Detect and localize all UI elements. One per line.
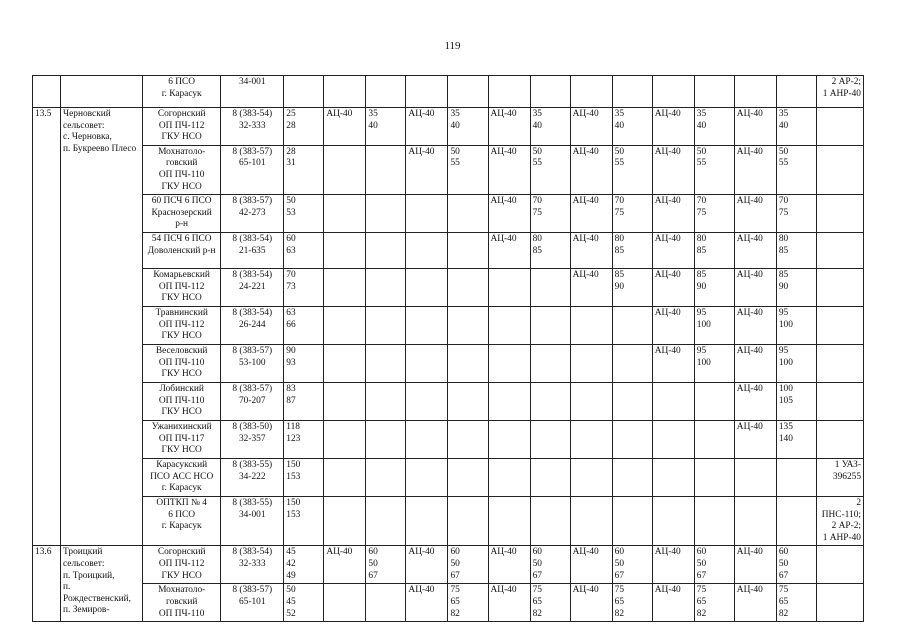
arrival-time: 70 75: [776, 195, 816, 233]
arrival-time: 60 50 67: [448, 546, 488, 584]
arrival-time: [612, 420, 652, 458]
arrival-time: [530, 420, 570, 458]
arrival-time: [694, 382, 734, 420]
arrival-time: [366, 496, 406, 545]
equipment-type: [406, 232, 448, 268]
arrival-time: [694, 496, 734, 545]
arrival-time: [366, 232, 406, 268]
additional-equipment: [816, 344, 863, 382]
arrival-time: 50 55: [530, 145, 570, 194]
equipment-type: [652, 496, 694, 545]
arrival-time: [776, 496, 816, 545]
equipment-type: АЦ-40: [652, 145, 694, 194]
arrival-time: [694, 76, 734, 108]
equipment-type: [488, 420, 530, 458]
arrival-time: [612, 496, 652, 545]
phone-number: 8 (383-57) 53-100: [221, 344, 284, 382]
equipment-type: [570, 76, 612, 108]
phone-number: 8 (383-57) 65-101: [221, 584, 284, 622]
equipment-type: [570, 306, 612, 344]
fire-unit-name: Мохнатоло- говский ОП ПЧ-110: [143, 584, 221, 622]
page-number: 119: [444, 40, 461, 52]
arrival-time: [448, 232, 488, 268]
arrival-time: 60 50 67: [530, 546, 570, 584]
equipment-type: [652, 76, 694, 108]
equipment-type: [406, 420, 448, 458]
equipment-type: АЦ-40: [734, 382, 776, 420]
arrival-time: 100 105: [776, 382, 816, 420]
equipment-type: АЦ-40: [570, 546, 612, 584]
arrival-time: [366, 306, 406, 344]
equipment-type: АЦ-40: [734, 108, 776, 146]
arrival-time: [448, 458, 488, 496]
arrival-time: [366, 458, 406, 496]
arrival-time: 75 65 82: [612, 584, 652, 622]
arrival-time: 60 50 67: [612, 546, 652, 584]
distance-value: 150 153: [284, 458, 324, 496]
settlement-name: [61, 76, 143, 108]
arrival-time: 70 75: [694, 195, 734, 233]
table-row: [33, 76, 864, 108]
table-row: [33, 108, 864, 146]
arrival-time: [612, 306, 652, 344]
arrival-time: 35 40: [366, 108, 406, 146]
equipment-type: [324, 145, 366, 194]
arrival-time: [366, 145, 406, 194]
equipment-type: АЦ-40: [652, 195, 694, 233]
equipment-type: [488, 382, 530, 420]
arrival-time: 35 40: [530, 108, 570, 146]
arrival-time: [612, 344, 652, 382]
arrival-time: [448, 306, 488, 344]
equipment-type: АЦ-40: [488, 108, 530, 146]
arrival-time: [366, 195, 406, 233]
equipment-type: [324, 195, 366, 233]
additional-equipment: [816, 108, 863, 146]
fire-unit-name: Травнинский ОП ПЧ-112 ГКУ НСО: [143, 306, 221, 344]
arrival-time: 80 85: [694, 232, 734, 268]
arrival-time: 135 140: [776, 420, 816, 458]
additional-equipment: [816, 306, 863, 344]
phone-number: 8 (383-57) 42-273: [221, 195, 284, 233]
arrival-time: [612, 458, 652, 496]
equipment-type: АЦ-40: [570, 195, 612, 233]
arrival-time: 35 40: [612, 108, 652, 146]
distance-value: 83 87: [284, 382, 324, 420]
equipment-type: [324, 584, 366, 622]
equipment-type: АЦ-40: [652, 584, 694, 622]
fire-forces-table: [32, 75, 864, 622]
fire-unit-name: Комарьевский ОП ПЧ-112 ГКУ НСО: [143, 268, 221, 306]
equipment-type: АЦ-40: [734, 232, 776, 268]
distance-value: 25 28: [284, 108, 324, 146]
settlement-name: Черновский сельсовет: с. Черновка, п. Букреево Плесо: [61, 108, 143, 546]
arrival-time: [448, 268, 488, 306]
additional-equipment: 2 ПНС-110; 2 АР-2; 1 АНР-40: [816, 496, 863, 545]
table-row: [33, 232, 864, 268]
arrival-time: 50 55: [776, 145, 816, 194]
fire-unit-name: Мохнатоло- говский ОП ПЧ-110 ГКУ НСО: [143, 145, 221, 194]
arrival-time: [366, 382, 406, 420]
equipment-type: АЦ-40: [734, 344, 776, 382]
equipment-type: АЦ-40: [406, 108, 448, 146]
fire-unit-name: 60 ПСЧ 6 ПСО Краснозерский р-н: [143, 195, 221, 233]
equipment-type: АЦ-40: [488, 195, 530, 233]
arrival-time: [366, 584, 406, 622]
fire-unit-name: ОПТКП № 4 6 ПСО г. Карасук: [143, 496, 221, 545]
table-row: [33, 268, 864, 306]
block-number: 13.6: [33, 546, 61, 622]
additional-equipment: [816, 382, 863, 420]
equipment-type: АЦ-40: [324, 546, 366, 584]
fire-unit-name: 6 ПСО г. Карасук: [143, 76, 221, 108]
distance-value: 50 53: [284, 195, 324, 233]
equipment-type: [406, 76, 448, 108]
fire-unit-name: Согорнский ОП ПЧ-112 ГКУ НСО: [143, 108, 221, 146]
equipment-type: [488, 306, 530, 344]
equipment-type: АЦ-40: [406, 584, 448, 622]
equipment-type: [652, 382, 694, 420]
equipment-type: АЦ-40: [406, 145, 448, 194]
distance-value: [284, 76, 324, 108]
phone-number: 8 (383-54) 26-244: [221, 306, 284, 344]
additional-equipment: [816, 145, 863, 194]
arrival-time: [694, 458, 734, 496]
phone-number: 8 (383-57) 65-101: [221, 145, 284, 194]
arrival-time: 50 55: [448, 145, 488, 194]
arrival-time: [694, 420, 734, 458]
equipment-type: [406, 268, 448, 306]
arrival-time: 60 50 67: [694, 546, 734, 584]
arrival-time: 85 90: [612, 268, 652, 306]
phone-number: 8 (383-55) 34-222: [221, 458, 284, 496]
equipment-type: АЦ-40: [652, 108, 694, 146]
arrival-time: 75 65 82: [776, 584, 816, 622]
distance-value: 45 42 49: [284, 546, 324, 584]
arrival-time: [530, 496, 570, 545]
additional-equipment: [816, 584, 863, 622]
equipment-type: АЦ-40: [652, 344, 694, 382]
arrival-time: 80 85: [776, 232, 816, 268]
arrival-time: 60 50 67: [776, 546, 816, 584]
equipment-type: [652, 420, 694, 458]
equipment-type: АЦ-40: [734, 145, 776, 194]
equipment-type: [324, 76, 366, 108]
arrival-time: [776, 458, 816, 496]
equipment-type: АЦ-40: [734, 546, 776, 584]
equipment-type: АЦ-40: [734, 584, 776, 622]
equipment-type: АЦ-40: [570, 108, 612, 146]
equipment-type: АЦ-40: [652, 268, 694, 306]
equipment-type: [570, 382, 612, 420]
arrival-time: [612, 76, 652, 108]
arrival-time: [366, 268, 406, 306]
equipment-type: АЦ-40: [734, 268, 776, 306]
phone-number: 8 (383-54) 32-333: [221, 108, 284, 146]
additional-equipment: [816, 195, 863, 233]
table-row: [33, 382, 864, 420]
arrival-time: [448, 76, 488, 108]
arrival-time: 85 90: [776, 268, 816, 306]
table-row: [33, 496, 864, 545]
arrival-time: [612, 382, 652, 420]
additional-equipment: 1 УАЗ- 396255: [816, 458, 863, 496]
equipment-type: АЦ-40: [570, 584, 612, 622]
phone-number: 8 (383-50) 32-357: [221, 420, 284, 458]
equipment-type: АЦ-40: [488, 232, 530, 268]
distance-value: 70 73: [284, 268, 324, 306]
equipment-type: АЦ-40: [488, 546, 530, 584]
arrival-time: 60 50 67: [366, 546, 406, 584]
equipment-type: [488, 76, 530, 108]
equipment-type: АЦ-40: [652, 546, 694, 584]
table-row: [33, 458, 864, 496]
additional-equipment: [816, 546, 863, 584]
equipment-type: [570, 458, 612, 496]
equipment-type: [406, 344, 448, 382]
arrival-time: [366, 76, 406, 108]
phone-number: 8 (383-54) 32-333: [221, 546, 284, 584]
equipment-type: [324, 496, 366, 545]
arrival-time: 95 100: [776, 306, 816, 344]
fire-unit-name: Карасукский ПСО АСС НСО г. Карасук: [143, 458, 221, 496]
arrival-time: [366, 344, 406, 382]
fire-unit-name: Веселовский ОП ПЧ-110 ГКУ НСО: [143, 344, 221, 382]
additional-equipment: [816, 232, 863, 268]
fire-unit-name: Согорнский ОП ПЧ-112 ГКУ НСО: [143, 546, 221, 584]
arrival-time: [530, 76, 570, 108]
arrival-time: 50 55: [612, 145, 652, 194]
equipment-type: [406, 306, 448, 344]
equipment-type: [570, 420, 612, 458]
equipment-type: [488, 458, 530, 496]
arrival-time: 95 100: [694, 306, 734, 344]
arrival-time: [448, 420, 488, 458]
arrival-time: 95 100: [776, 344, 816, 382]
equipment-type: АЦ-40: [652, 306, 694, 344]
arrival-time: [448, 344, 488, 382]
arrival-time: [530, 306, 570, 344]
arrival-time: 35 40: [776, 108, 816, 146]
additional-equipment: 2 АР-2; 1 АНР-40: [816, 76, 863, 108]
arrival-time: 70 75: [612, 195, 652, 233]
table-row: [33, 145, 864, 194]
equipment-type: [324, 420, 366, 458]
arrival-time: 95 100: [694, 344, 734, 382]
block-number: [33, 76, 61, 108]
equipment-type: АЦ-40: [734, 306, 776, 344]
arrival-time: 85 90: [694, 268, 734, 306]
arrival-time: [776, 76, 816, 108]
equipment-type: [488, 344, 530, 382]
equipment-type: АЦ-40: [406, 546, 448, 584]
equipment-type: АЦ-40: [488, 145, 530, 194]
arrival-time: [448, 382, 488, 420]
distance-value: 150 153: [284, 496, 324, 545]
equipment-type: АЦ-40: [734, 420, 776, 458]
arrival-time: [448, 195, 488, 233]
table-row: [33, 195, 864, 233]
equipment-type: АЦ-40: [570, 232, 612, 268]
equipment-type: [570, 496, 612, 545]
arrival-time: [530, 458, 570, 496]
arrival-time: 80 85: [530, 232, 570, 268]
phone-number: 8 (383-57) 70-207: [221, 382, 284, 420]
distance-value: 50 45 52: [284, 584, 324, 622]
distance-value: 28 31: [284, 145, 324, 194]
arrival-time: [530, 344, 570, 382]
block-number: 13.5: [33, 108, 61, 546]
arrival-time: 75 65 82: [448, 584, 488, 622]
equipment-type: [734, 458, 776, 496]
equipment-type: АЦ-40: [734, 195, 776, 233]
equipment-type: [406, 382, 448, 420]
equipment-type: АЦ-40: [570, 145, 612, 194]
equipment-type: [324, 232, 366, 268]
table-row: [33, 546, 864, 584]
equipment-type: [488, 268, 530, 306]
arrival-time: 80 85: [612, 232, 652, 268]
equipment-type: [570, 344, 612, 382]
fire-unit-name: 54 ПСЧ 6 ПСО Доволенский р-н: [143, 232, 221, 268]
arrival-time: 35 40: [448, 108, 488, 146]
equipment-type: АЦ-40: [488, 584, 530, 622]
fire-unit-name: Ужанихинский ОП ПЧ-117 ГКУ НСО: [143, 420, 221, 458]
arrival-time: 35 40: [694, 108, 734, 146]
equipment-type: [488, 496, 530, 545]
equipment-type: [406, 195, 448, 233]
phone-number: 34-001: [221, 76, 284, 108]
table-row: [33, 584, 864, 622]
phone-number: 8 (383-54) 21-635: [221, 232, 284, 268]
fire-unit-name: Лобинский ОП ПЧ-110 ГКУ НСО: [143, 382, 221, 420]
arrival-time: 75 65 82: [530, 584, 570, 622]
phone-number: 8 (383-55) 34-001: [221, 496, 284, 545]
equipment-type: [324, 382, 366, 420]
table-row: [33, 306, 864, 344]
equipment-type: [324, 268, 366, 306]
distance-value: 60 63: [284, 232, 324, 268]
equipment-type: [406, 458, 448, 496]
distance-value: 90 93: [284, 344, 324, 382]
distance-value: 118 123: [284, 420, 324, 458]
arrival-time: [530, 382, 570, 420]
equipment-type: АЦ-40: [324, 108, 366, 146]
arrival-time: 75 65 82: [694, 584, 734, 622]
arrival-time: [448, 496, 488, 545]
equipment-type: АЦ-40: [570, 268, 612, 306]
equipment-type: [324, 344, 366, 382]
equipment-type: [734, 76, 776, 108]
arrival-time: 50 55: [694, 145, 734, 194]
equipment-type: [734, 496, 776, 545]
equipment-type: АЦ-40: [652, 232, 694, 268]
additional-equipment: [816, 420, 863, 458]
additional-equipment: [816, 268, 863, 306]
settlement-name: Троицкий сельсовет: п. Троицкий, п. Рождественский, п. Земиров-: [61, 546, 143, 622]
equipment-type: [324, 458, 366, 496]
arrival-time: [530, 268, 570, 306]
phone-number: 8 (383-54) 24-221: [221, 268, 284, 306]
arrival-time: [366, 420, 406, 458]
equipment-type: [406, 496, 448, 545]
arrival-time: 70 75: [530, 195, 570, 233]
table-row: [33, 344, 864, 382]
distance-value: 63 66: [284, 306, 324, 344]
equipment-type: [652, 458, 694, 496]
equipment-type: [324, 306, 366, 344]
table-row: [33, 420, 864, 458]
